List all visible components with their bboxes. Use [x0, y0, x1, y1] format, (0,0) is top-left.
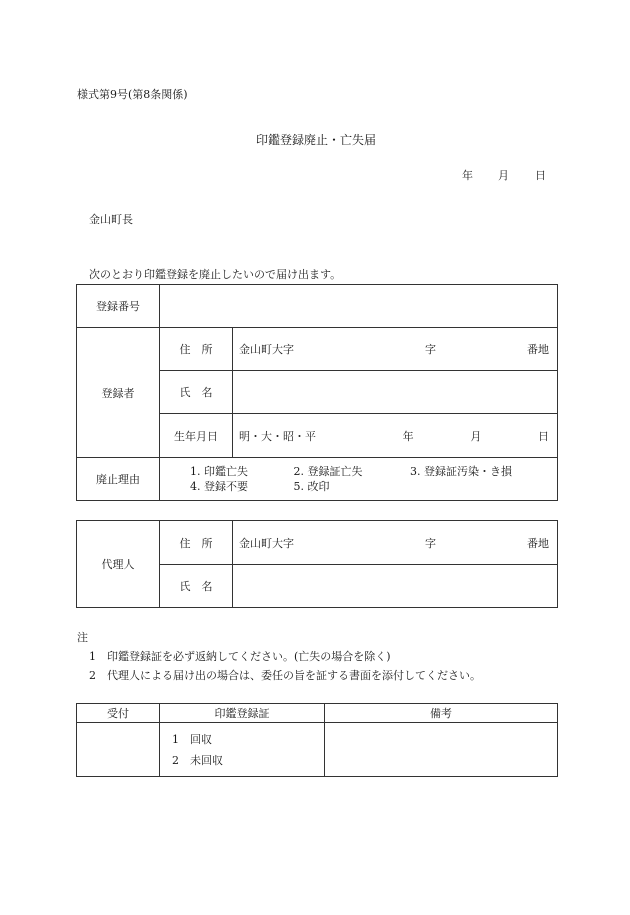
- reg-number-label: 登録番号: [77, 285, 160, 328]
- registration-table: [76, 284, 558, 501]
- dob-field[interactable]: [233, 414, 558, 458]
- reason-label: 廃止理由: [77, 458, 160, 501]
- reason-options: [160, 458, 558, 501]
- page-title: 印鑑登録廃止・亡失届: [256, 133, 377, 147]
- address-banchi: 番地: [527, 343, 549, 356]
- dob-eras: 明・大・昭・平: [239, 429, 316, 443]
- option-collected[interactable]: 1 回収: [172, 732, 212, 746]
- agent-name-field[interactable]: [233, 565, 558, 608]
- agent-address-banchi: 番地: [527, 536, 549, 550]
- dob-day: 日: [537, 429, 549, 443]
- agent-address-label: 住 所: [160, 521, 233, 565]
- option-not-collected[interactable]: 2 未回収: [172, 753, 223, 767]
- reg-number-field[interactable]: [160, 285, 558, 328]
- seal-card-options: [160, 723, 325, 777]
- reason-option[interactable]: 5. 改印: [293, 480, 330, 493]
- reception-cell[interactable]: [77, 723, 160, 777]
- date-year-label: 年: [462, 169, 473, 182]
- reason-option[interactable]: 2. 登録証亡失: [293, 465, 363, 478]
- address-prefix: 金山町大字: [239, 343, 294, 356]
- date-month-label: 月: [498, 169, 509, 182]
- office-table: [76, 703, 558, 777]
- registrant-label: 登録者: [77, 328, 160, 458]
- address-field[interactable]: [233, 328, 558, 371]
- header-remarks: 備考: [325, 704, 558, 723]
- dob-month: 月: [470, 429, 482, 443]
- agent-address-aza: 字: [425, 536, 436, 550]
- agent-table: [76, 520, 558, 608]
- remarks-cell[interactable]: [325, 723, 558, 777]
- notes-heading: 注: [77, 631, 88, 644]
- dob-year: 年: [402, 429, 414, 443]
- reason-option[interactable]: 1. 印鑑亡失: [190, 465, 248, 478]
- agent-label: 代理人: [77, 521, 160, 608]
- header-seal-card: 印鑑登録証: [160, 704, 325, 723]
- name-field[interactable]: [233, 371, 558, 414]
- date-day-label: 日: [535, 169, 546, 182]
- form-number: 様式第9号(第8条関係): [77, 88, 188, 101]
- agent-address-field[interactable]: [233, 521, 558, 565]
- agent-name-label: 氏 名: [160, 565, 233, 608]
- reason-option[interactable]: 4. 登録不要: [190, 480, 248, 493]
- name-label: 氏 名: [160, 371, 233, 414]
- intro-text: 次のとおり印鑑登録を廃止したいので届け出ます。: [89, 268, 342, 281]
- address-aza: 字: [425, 343, 436, 356]
- header-reception: 受付: [77, 704, 160, 723]
- reason-option[interactable]: 3. 登録証汚染・き損: [410, 465, 512, 478]
- note-item: 1 印鑑登録証を必ず返納してください。(亡失の場合を除く): [89, 650, 391, 663]
- addressee: 金山町長: [89, 213, 133, 226]
- dob-label: 生年月日: [160, 414, 233, 458]
- note-item: 2 代理人による届け出の場合は、委任の旨を証する書面を添付してください。: [89, 669, 481, 682]
- agent-address-prefix: 金山町大字: [239, 536, 294, 550]
- address-label: 住 所: [160, 328, 233, 371]
